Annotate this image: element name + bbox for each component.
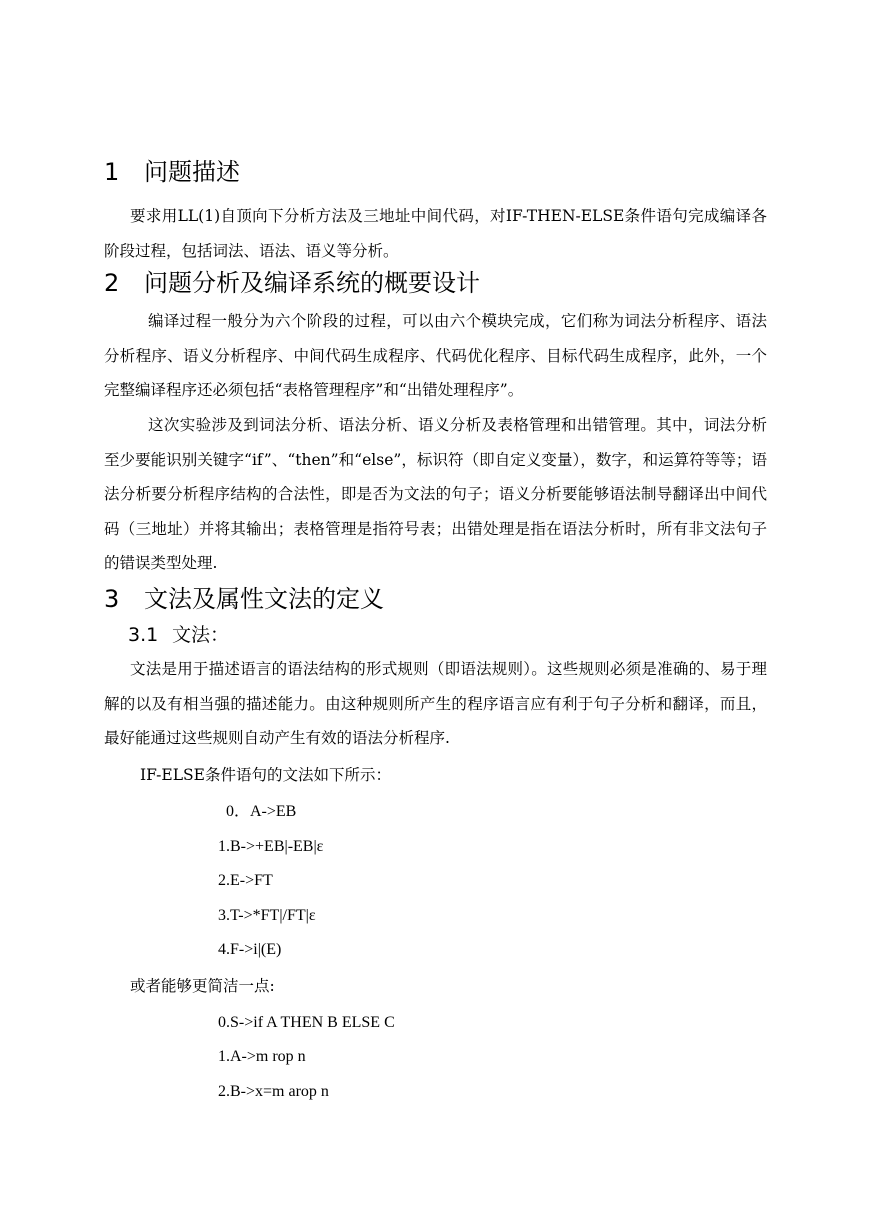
- section-1-paragraph: 要求用LL(1)自顶向下分析方法及三地址中间代码，对IF-THEN-ELSE条件语句完成编译各阶段过程，包括词法、语法、语义等分析。: [104, 207, 767, 260]
- subsection-3-1-heading: [128, 622, 229, 648]
- section-number: 2: [104, 269, 120, 297]
- section-number: 1: [104, 158, 120, 186]
- subsection-3-1-paragraph: 文法是用于描述语言的语法结构的形式规则（即语法规则）。这些规则必须是准确的、易于理解的以及有相当强的描述能力。由这种规则所产生的程序语言应有利于句子分析和翻译，而且，最好能通过这些规则自动产生有效的语法分析程序.: [104, 660, 767, 747]
- grammar-rule: 0．A->EB: [226, 803, 297, 820]
- section-number: 3: [104, 585, 120, 613]
- section-2-paragraph-1: 编译过程一般分为六个阶段的过程，可以由六个模块完成，它们称为词法分析程序、语法分析程序、语义分析程序、中间代码生成程序、代码优化程序、目标代码生成程序，此外，一个完整编译程序还必须包括“表格管理程序”和“出错处理程序”。: [104, 312, 767, 399]
- section-title: 问题分析及编译系统的概要设计: [144, 269, 480, 297]
- grammar-rule: 3.T->*FT|/FT|ε: [218, 907, 316, 924]
- grammar-rule: 1.B->+EB|-EB|ε: [218, 838, 324, 855]
- alt-grammar-rule: 2.B->x=m arop n: [218, 1083, 329, 1100]
- alt-grammar-rule: 0.S->if A THEN B ELSE C: [218, 1014, 395, 1031]
- subsection-number: 3.1: [128, 624, 159, 646]
- section-1-heading: [104, 157, 240, 187]
- section-2-heading: [104, 268, 480, 298]
- alt-grammar-intro: 或者能够更简洁一点:: [130, 977, 275, 995]
- section-title: 文法及属性文法的定义: [144, 585, 384, 613]
- section-title: 问题描述: [144, 158, 240, 186]
- alt-grammar-rule: 1.A->m rop n: [218, 1048, 306, 1065]
- subsection-title: 文法：: [172, 624, 230, 646]
- section-3-heading: [104, 584, 384, 614]
- section-2-paragraph-2: 这次实验涉及到词法分析、语法分析、语义分析及表格管理和出错管理。其中，词法分析至少要能识别关键字“if”、“then”和“else”，标识符（即自定义变量），数字，和运算符等等；语法分析要分析程序结构的合法性，即是否为文法的句子；语义分析要能够语法制导翻译出中间代码（三地址）并将其输出；表格管理是指符号表；出错处理是指在语法分析时，所有非文法句子的错误类型处理.: [104, 416, 767, 572]
- grammar-rule: 2.E->FT: [218, 872, 273, 889]
- grammar-rule: 4.F->i|(E): [218, 941, 282, 958]
- grammar-intro: IF-ELSE条件语句的文法如下所示：: [140, 766, 391, 784]
